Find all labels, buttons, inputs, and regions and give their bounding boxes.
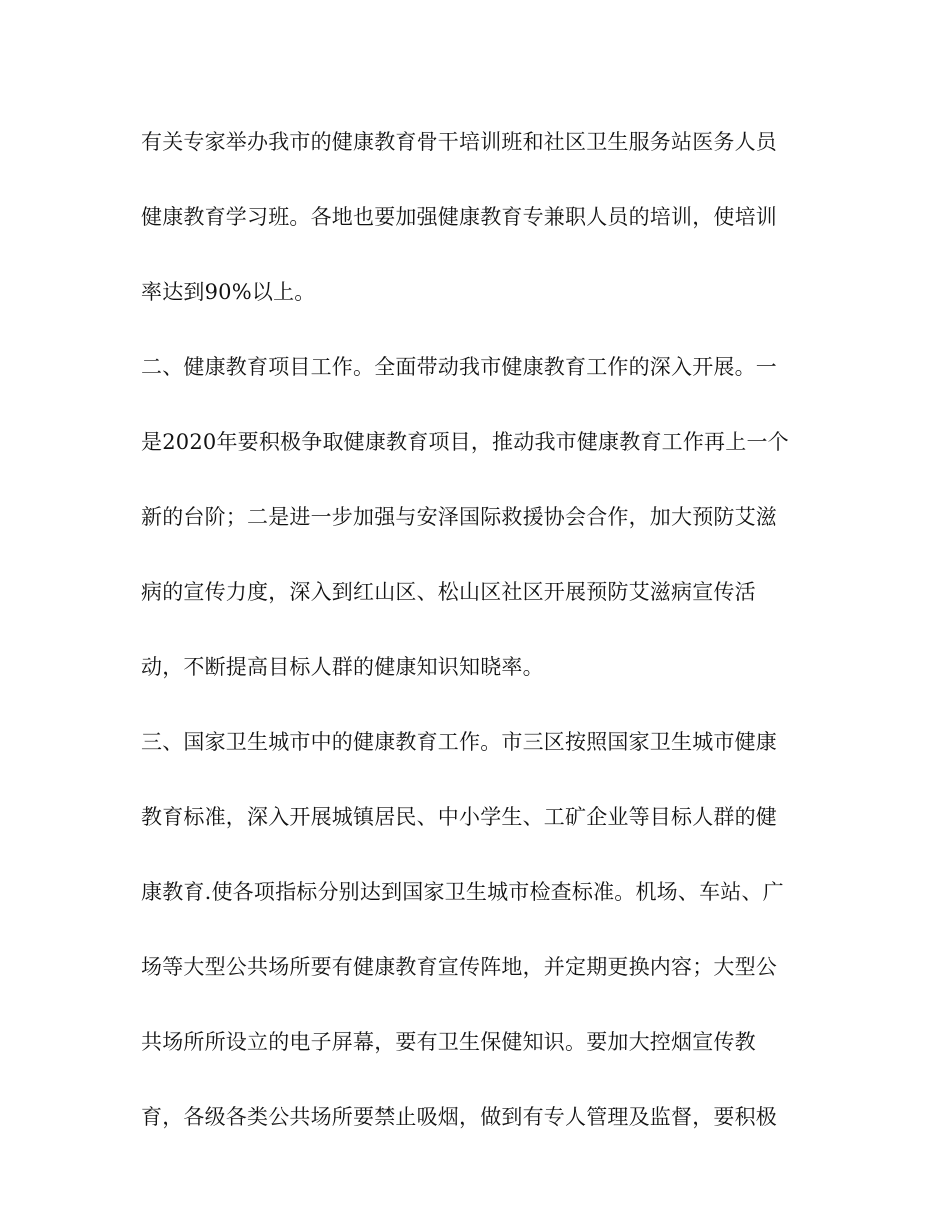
text-line: 教育标准，深入开展城镇居民、中小学生、工矿企业等目标人群的健 <box>141 805 777 829</box>
text-line: 共场所所设立的电子屏幕，要有卫生保健知识。要加大控烟宣传教 <box>141 1030 756 1054</box>
text-line: 率达到90%以上。 <box>141 280 316 304</box>
text-line: 新的台阶；二是进一步加强与安泽国际救援协会合作，加大预防艾滋 <box>141 505 777 529</box>
text-line: 健康教育学习班。各地也要加强健康教育专兼职人员的培训，使培训 <box>141 205 777 229</box>
text-line: 育，各级各类公共场所要禁止吸烟，做到有专人管理及监督，要积极 <box>141 1105 777 1129</box>
text-line: 动，不断提高目标人群的健康知识知晓率。 <box>141 655 544 679</box>
text-line: 场等大型公共场所要有健康教育宣传阵地，并定期更换内容；大型公 <box>141 955 777 979</box>
text-line: 三、国家卫生城市中的健康教育工作。市三区按照国家卫生城市健康 <box>141 730 777 754</box>
text-line: 是2020年要积极争取健康教育项目，推动我市健康教育工作再上一个 <box>141 430 789 454</box>
text-line: 二、健康教育项目工作。全面带动我市健康教育工作的深入开展。一 <box>141 355 777 379</box>
text-line: 病的宣传力度，深入到红山区、松山区社区开展预防艾滋病宣传活 <box>141 580 756 604</box>
text-line: 有关专家举办我市的健康教育骨干培训班和社区卫生服务站医务人员 <box>141 130 777 154</box>
text-line: 康教育.使各项指标分别达到国家卫生城市检查标准。机场、车站、广 <box>141 880 784 904</box>
